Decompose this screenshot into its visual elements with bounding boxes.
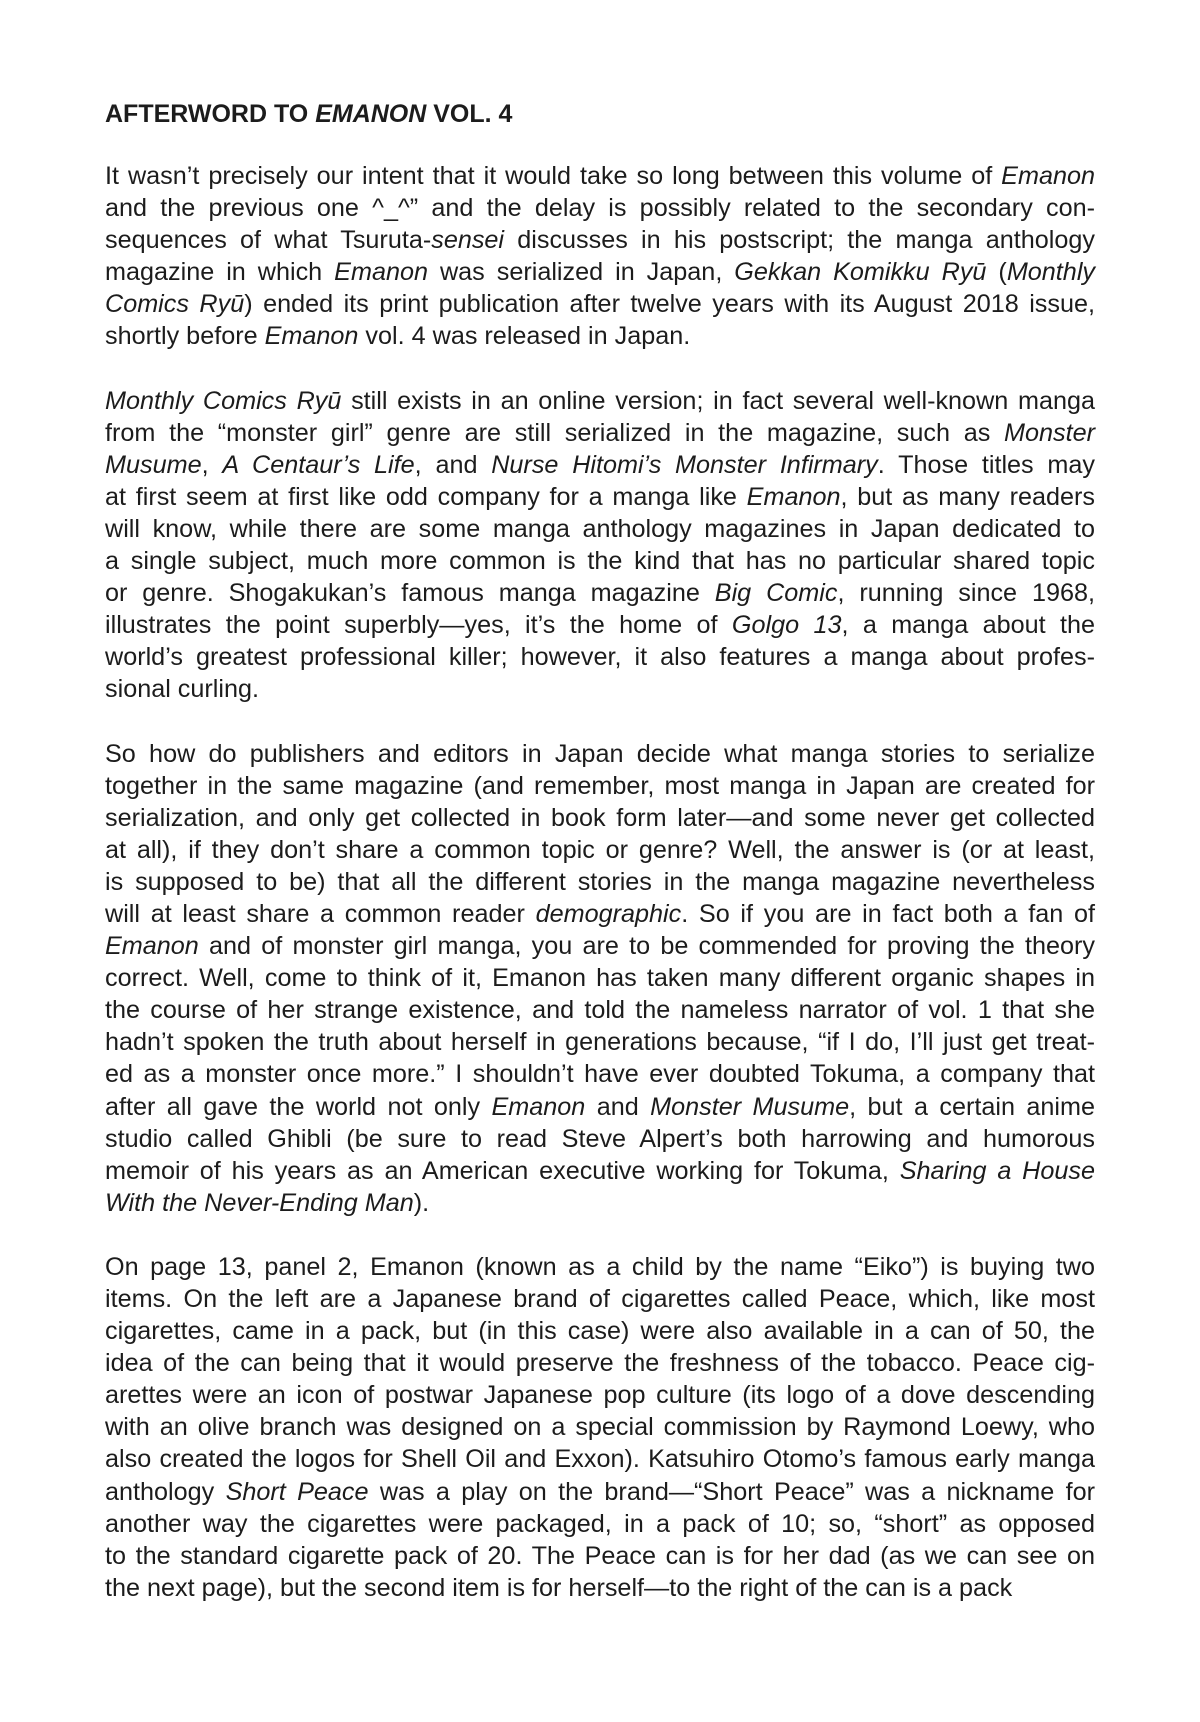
text-segment: AFTERWORD TO (105, 100, 316, 128)
text-line (105, 930, 1095, 962)
text-segment: illustrates the point superbly—yes, it’s the home of (105, 611, 732, 640)
text-segment: correct. Well, come to think of it, Emanon has taken many different organic shapes in (105, 964, 1095, 993)
text-segment: Gekkan Komikku Ryū (734, 258, 987, 287)
text-line (105, 1123, 1095, 1155)
text-segment: studio called Ghibli (be sure to read Steve Alpert’s both harrowing and humorous (105, 1124, 1095, 1153)
page-title (105, 98, 1095, 130)
text-line (105, 481, 1095, 513)
text-segment: cigarettes, came in a pack, but (in this case) were also available in a can of 50, the (105, 1317, 1095, 1346)
paragraph (105, 738, 1095, 1219)
paragraph (105, 160, 1095, 353)
text-line (105, 673, 1095, 705)
text-segment: Big Comic (714, 579, 838, 608)
text-line (105, 545, 1095, 577)
text-line (105, 449, 1095, 481)
text-segment: and (585, 1092, 651, 1121)
text-segment: ( (986, 258, 1007, 287)
text-segment: world’s greatest professional killer; however, it also features a manga about profes- (105, 643, 1095, 672)
text-segment: ed as a monster once more.” I shouldn’t have ever doubted Tokuma, a company that (105, 1060, 1095, 1089)
text-segment: , (201, 450, 223, 479)
text-line (105, 1411, 1095, 1443)
text-segment: at first seem at first like odd company for a manga like (105, 482, 747, 511)
text-segment: from the “monster girl” genre are still serialized in the magazine, such as (105, 418, 1004, 447)
text-segment: , running since 1968, (837, 579, 1095, 608)
text-segment: On page 13, panel 2, Emanon (known as a child by the name “Eiko”) is buying two (105, 1252, 1095, 1281)
text-segment: , but a certain anime (849, 1092, 1095, 1121)
text-segment: memoir of his years as an American executive working for Tokuma, (105, 1156, 900, 1185)
text-segment: hadn’t spoken the truth about herself in generations because, “if I do, I’ll just get treat- (105, 1028, 1095, 1057)
text-line (105, 577, 1095, 609)
text-segment: serialization, and only get collected in book form later—and some never get collected (105, 803, 1095, 832)
text-line (105, 1026, 1095, 1058)
text-segment: Short Peace (225, 1477, 369, 1506)
text-segment: . So if you are in fact both a fan of (681, 899, 1095, 928)
text-segment: Emanon (264, 322, 359, 351)
text-line (105, 417, 1095, 449)
text-segment: and of monster girl manga, you are to be commended for proving the theory (198, 932, 1095, 961)
text-line (105, 1508, 1095, 1540)
text-segment: Monthly Comics Ryū (105, 386, 342, 415)
text-line (105, 738, 1095, 770)
text-segment: the course of her strange existence, and told the nameless narrator of vol. 1 that she (105, 996, 1095, 1025)
text-segment: , but as many readers (840, 482, 1096, 511)
text-line (105, 1476, 1095, 1508)
text-segment: was serialized in Japan, (427, 258, 735, 287)
text-line (105, 1315, 1095, 1347)
text-segment: It wasn’t precisely our intent that it would take so long between this volume of (105, 162, 1002, 190)
text-segment: sional curling. (105, 675, 260, 704)
text-segment: Emanon (491, 1092, 586, 1121)
text-segment: or genre. Shogakukan’s famous manga magazine (105, 579, 715, 608)
text-segment: is supposed to be) that all the different stories in the manga magazine nevertheless (105, 867, 1095, 896)
text-line (105, 994, 1095, 1026)
text-segment: ) ended its print publication after twelve years with its August 2018 issue, (244, 290, 1095, 319)
text-segment: was a play on the brand—“Short Peace” was a nickname for (368, 1477, 1095, 1506)
text-line (105, 1155, 1095, 1187)
text-line (105, 898, 1095, 930)
text-segment: Sharing a House (899, 1156, 1095, 1185)
paragraph (105, 1251, 1095, 1604)
text-line (105, 1379, 1095, 1411)
text-segment: items. On the left are a Japanese brand of cigarettes called Peace, which, like most (105, 1285, 1095, 1313)
text-segment: also created the logos for Shell Oil and Exxon). Katsuhiro Otomo’s famous early manga (105, 1445, 1095, 1474)
text-line (105, 1347, 1095, 1379)
text-segment: Emanon (1001, 162, 1095, 190)
text-line (105, 1572, 1095, 1604)
text-segment: Monster Musume (650, 1092, 850, 1121)
text-segment: Golgo 13 (731, 611, 842, 640)
text-segment: Nurse Hitomi’s Monster Infirmary (491, 450, 878, 479)
text-segment: . Those titles may (877, 450, 1096, 479)
text-segment: Musume (105, 450, 202, 479)
text-line (105, 288, 1095, 320)
text-segment: to the standard cigarette pack of 20. The Peace can is for her dad (as we can see on (105, 1541, 1095, 1570)
text-segment: with an olive branch was designed on a special commission by Raymond Loewy, who (105, 1413, 1095, 1442)
text-segment: A Centaur’s Life (222, 450, 415, 479)
text-segment: Emanon (334, 258, 428, 287)
text-line (105, 1058, 1095, 1090)
text-line (105, 962, 1095, 994)
text-line (105, 224, 1095, 256)
text-line (105, 609, 1095, 641)
text-line (105, 320, 1095, 352)
text-segment: another way the cigarettes were packaged, in a pack of 10; so, “short” as opposed (105, 1509, 1095, 1538)
text-line (105, 641, 1095, 673)
text-segment: together in the same magazine (and remember, most manga in Japan are created for (105, 771, 1095, 800)
text-segment: Monthly (1006, 258, 1096, 287)
text-segment: will at least share a common reader (105, 899, 536, 928)
text-segment: sequences of what Tsuruta- (105, 226, 432, 255)
text-segment: , and (414, 450, 492, 479)
text-line (105, 866, 1095, 898)
text-segment: arettes were an icon of postwar Japanese pop culture (its logo of a dove descending (105, 1381, 1095, 1410)
text-line (105, 834, 1095, 866)
text-line (105, 1443, 1095, 1475)
article-body (105, 160, 1095, 1604)
text-segment: Comics Ryū (105, 290, 245, 319)
text-segment: sensei (431, 226, 505, 255)
text-line (105, 1091, 1095, 1123)
text-segment: demographic (535, 899, 682, 928)
text-line (105, 513, 1095, 545)
text-segment: after all gave the world not only (105, 1092, 492, 1121)
text-line (105, 1187, 1095, 1219)
text-segment: anthology (105, 1477, 226, 1506)
text-segment: at all), if they don’t share a common topic or genre? Well, the answer is (or at least, (105, 835, 1095, 864)
text-segment: So how do publishers and editors in Japan decide what manga stories to serialize (105, 739, 1095, 768)
text-segment: and the previous one ^_^” and the delay is possibly related to the secondary con- (105, 194, 1095, 223)
text-segment: Emanon (105, 932, 199, 961)
text-segment: will know, while there are some manga anthology magazines in Japan dedicated to (105, 514, 1095, 543)
text-line (105, 1283, 1095, 1315)
text-segment: , a manga about the (841, 611, 1095, 640)
text-line (105, 802, 1095, 834)
text-segment: Emanon (746, 482, 841, 511)
text-segment: magazine in which (105, 258, 335, 287)
text-segment: a single subject, much more common is the kind that has no particular shared topic (105, 547, 1095, 576)
text-line (105, 192, 1095, 224)
text-segment: VOL. 4 (426, 100, 513, 128)
text-segment: EMANON (315, 100, 427, 128)
text-segment: idea of the can being that it would preserve the freshness of the tobacco. Peace cig- (105, 1349, 1095, 1378)
text-segment: Monster (1004, 418, 1095, 447)
text-line (105, 385, 1095, 417)
afterword-page (105, 98, 1095, 1636)
text-segment: shortly before (105, 322, 265, 351)
text-segment: still exists in an online version; in fact several well-known manga (341, 386, 1095, 415)
text-segment: With the Never-Ending Man (105, 1188, 414, 1217)
text-segment: the next page), but the second item is for herself—to the right of the can is a pack (105, 1573, 1013, 1602)
paragraph (105, 385, 1095, 706)
text-line (105, 256, 1095, 288)
text-line (105, 160, 1095, 192)
text-segment: discusses in his postscript; the manga anthology (504, 226, 1095, 255)
text-line (105, 1540, 1095, 1572)
text-segment: ). (413, 1188, 430, 1217)
text-segment: vol. 4 was released in Japan. (358, 322, 691, 351)
text-line (105, 770, 1095, 802)
text-line (105, 1251, 1095, 1283)
